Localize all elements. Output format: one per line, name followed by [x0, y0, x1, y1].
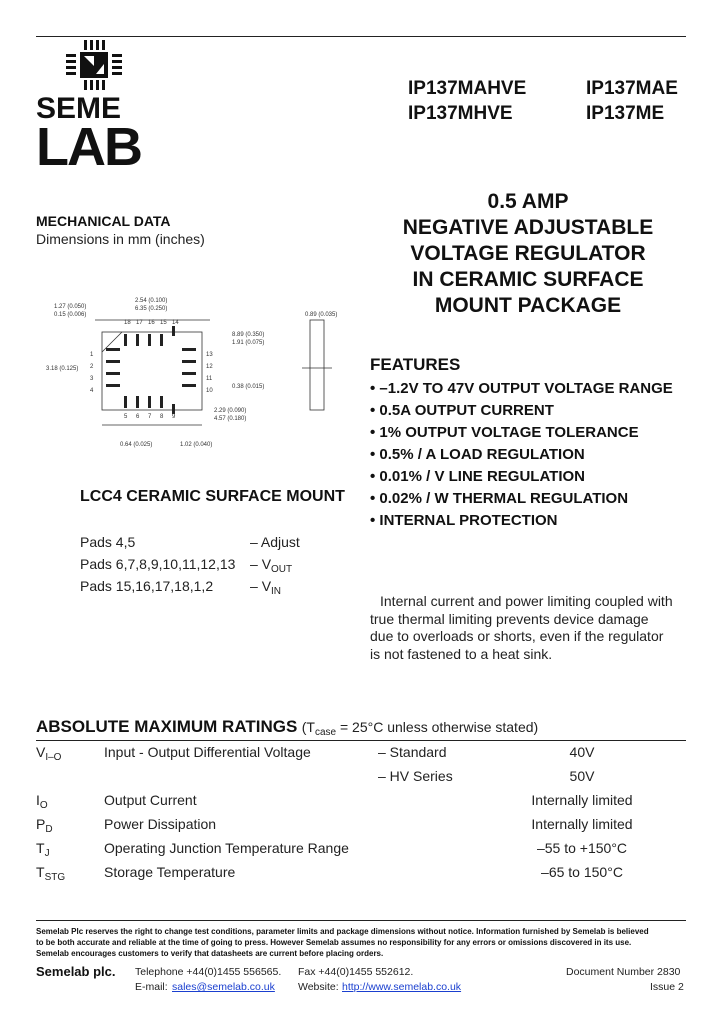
pin-number: 11	[206, 376, 213, 382]
features-list	[370, 380, 700, 534]
rating-symbol: $T_{STG}$	[36, 864, 66, 883]
disclaimer-line: Semelab encourages customers to verify that datasheets are current before placing orders.	[36, 949, 384, 958]
dim-label: 1.02 (0.040)	[180, 442, 213, 448]
pad-label: Pads 15,16,17,18,1,2	[80, 578, 214, 594]
footer-company: Semelab plc.	[36, 964, 116, 979]
ratings-condition: ($T_{case} = 25^\circ C$ unless otherwise stated)	[301, 719, 539, 738]
pin-number: 5	[124, 414, 128, 420]
pad-label: Pads 4,5	[80, 534, 136, 550]
part-number: IP137ME	[586, 103, 665, 124]
rating-param: Storage Temperature	[104, 864, 236, 880]
top-rule	[36, 36, 686, 37]
pin-number: 12	[206, 364, 213, 370]
dim-label: 1.91 (0.075)	[232, 340, 265, 346]
dim-label: 1.27 (0.050)	[54, 304, 87, 310]
pin-number: 8	[160, 414, 164, 420]
features-heading: FEATURES	[370, 355, 461, 374]
rating-value: Internally limited	[531, 816, 633, 832]
dim-label: 0.15 (0.006)	[54, 312, 87, 318]
pin-number: 15	[160, 320, 167, 326]
feature-item: • 0.02% / W THERMAL REGULATION	[370, 490, 629, 507]
table-row	[36, 864, 686, 888]
footer-website-label: Website:	[298, 981, 339, 993]
table-row	[36, 816, 686, 840]
semelab-logo	[36, 38, 166, 177]
description-line: is not fastened to a heat sink.	[370, 645, 553, 662]
pin-number: 6	[136, 414, 140, 420]
footer-email-link[interactable]: sales@semelab.co.uk	[172, 981, 275, 993]
pad-function: – $V_{IN}$	[250, 578, 282, 597]
package-drawing	[40, 290, 340, 460]
rating-value: –55 to +150°C	[536, 840, 628, 856]
rating-param: Input - Output Differential Voltage	[104, 744, 311, 760]
footer-website-link[interactable]: http://www.semelab.co.uk	[342, 981, 462, 993]
rating-param: Output Current	[104, 792, 197, 808]
document-number: Document Number 2830	[566, 966, 681, 978]
pad-func-text: V	[261, 578, 272, 594]
rating-cond: – HV Series	[378, 768, 453, 784]
feature-item: • INTERNAL PROTECTION	[370, 512, 558, 529]
footer-telephone: Telephone +44(0)1455 556565.	[135, 966, 282, 978]
pin-number: 2	[90, 364, 94, 370]
pin-number: 18	[124, 320, 131, 326]
part-number: IP137MAHVE	[408, 78, 527, 99]
feature-item: • 0.5A OUTPUT CURRENT	[370, 402, 554, 419]
pin-number: 4	[90, 388, 94, 394]
part-number: IP137MHVE	[408, 103, 513, 124]
mechanical-heading: MECHANICAL DATA	[36, 213, 171, 229]
title-line: IN CERAMIC SURFACE	[412, 268, 644, 291]
bottom-rule	[36, 920, 686, 921]
table-row	[36, 768, 686, 792]
logo-line2: LAB	[36, 117, 141, 177]
disclaimer-line: to be both accurate and reliable at the time of going to press. However Semelab assumes no responsibility for any errors or omissions discovered in its use.	[36, 938, 632, 947]
description-line: true thermal limiting prevents device damage	[370, 610, 649, 627]
table-row	[36, 744, 686, 768]
part-number: IP137MAE	[586, 78, 678, 99]
package-name: LCC4 CERAMIC SURFACE MOUNT	[80, 488, 345, 505]
dim-label: 0.89 (0.035)	[305, 312, 338, 318]
feature-item: • 1% OUTPUT VOLTAGE TOLERANCE	[370, 424, 639, 441]
title-line: VOLTAGE REGULATOR	[410, 242, 646, 265]
dim-label: 8.89 (0.350)	[232, 332, 265, 338]
footer-email-label: E-mail:	[135, 981, 168, 993]
issue-number: Issue 2	[650, 981, 684, 993]
logo-mark-icon	[36, 38, 166, 98]
pin-number: 16	[148, 320, 155, 326]
dim-label: 2.29 (0.090)	[214, 408, 247, 414]
product-title	[358, 189, 698, 319]
dim-label: 2.54 (0.100)	[135, 298, 168, 304]
rating-value: Internally limited	[531, 792, 633, 808]
table-row	[36, 792, 686, 816]
disclaimer	[36, 926, 686, 959]
rating-symbol: $V_{I-O}$	[36, 744, 62, 763]
pin-number: 9	[172, 414, 176, 420]
description-line: due to overloads or shorts, even if the regulator	[370, 628, 664, 644]
dim-label: 4.57 (0.180)	[214, 416, 247, 422]
title-line: NEGATIVE ADJUSTABLE	[402, 216, 654, 239]
title-line: MOUNT PACKAGE	[434, 294, 622, 317]
rating-value: 40V	[569, 744, 595, 760]
rating-symbol: $T_J$	[36, 840, 50, 859]
feature-item: • –1.2V TO 47V OUTPUT VOLTAGE RANGE	[370, 380, 673, 397]
description	[370, 593, 690, 663]
dim-label: 0.64 (0.025)	[120, 442, 153, 448]
pin-number: 10	[206, 388, 213, 394]
pin-number: 3	[90, 376, 94, 382]
description-line: Internal current and power limiting coupled with	[380, 593, 673, 609]
logo-line1: SEME	[36, 92, 122, 125]
ratings-title: ABSOLUTE MAXIMUM RATINGS	[36, 717, 298, 736]
rating-param: Operating Junction Temperature Range	[104, 840, 349, 856]
rating-symbol: $P_D$	[36, 816, 53, 835]
pin-number: 14	[172, 320, 179, 326]
rating-param: Power Dissipation	[104, 816, 217, 832]
pad-func-text: V	[261, 556, 272, 572]
pad-function: – Adjust	[250, 534, 300, 550]
feature-item: • 0.5% / A LOAD REGULATION	[370, 446, 585, 463]
table-row	[36, 840, 686, 864]
feature-item: • 0.01% / V LINE REGULATION	[370, 468, 586, 485]
ratings-rule	[36, 740, 686, 741]
pad-func-sub: IN	[271, 586, 282, 597]
pin-number: 1	[90, 352, 94, 358]
rating-value: –65 to 150°C	[541, 864, 623, 880]
pad-func-text: Adjust	[260, 534, 300, 550]
pin-number: 17	[136, 320, 143, 326]
ratings-table	[36, 744, 686, 888]
dim-label: 0.38 (0.015)	[232, 384, 265, 390]
pin-number: 13	[206, 352, 213, 358]
rating-symbol: $I_O$	[36, 792, 48, 811]
ratings-heading	[36, 717, 538, 738]
mechanical-subheading: Dimensions in mm (inches)	[36, 231, 205, 247]
pin-number: 7	[148, 414, 152, 420]
pad-function: – $V_{OUT}$	[250, 556, 293, 575]
pad-label: Pads 6,7,8,9,10,11,12,13	[80, 556, 236, 572]
dim-label: 6.35 (0.250)	[135, 306, 168, 312]
rating-cond: – Standard	[378, 744, 447, 760]
rating-value: 50V	[569, 768, 595, 784]
title-line: 0.5 AMP	[487, 190, 569, 213]
footer-fax: Fax +44(0)1455 552612.	[298, 966, 414, 978]
disclaimer-line: Semelab Plc reserves the right to change test conditions, parameter limits and package dimensions without notice. Information furnished by Semelab is believed	[36, 927, 649, 936]
dim-label: 3.18 (0.125)	[46, 366, 79, 372]
pad-func-sub: OUT	[271, 564, 293, 575]
